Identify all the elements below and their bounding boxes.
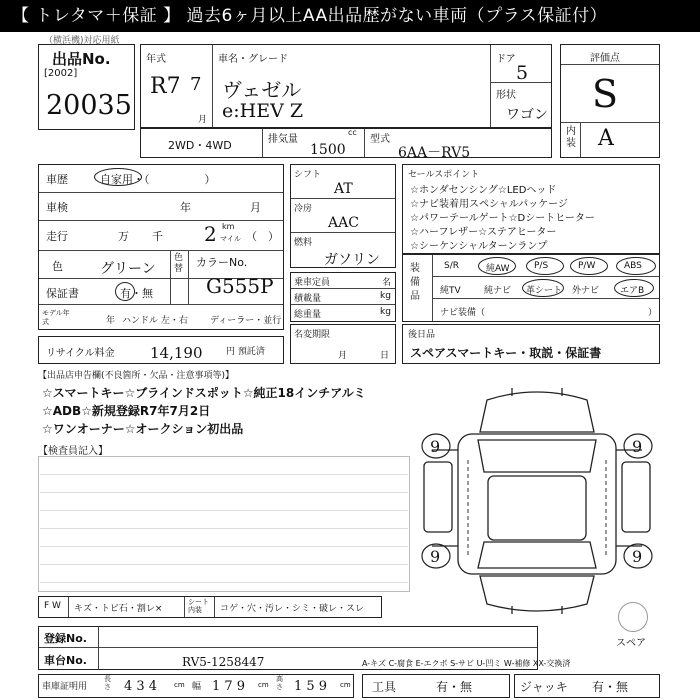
height-value: 1 5 9 [294, 679, 328, 694]
sales-point-item: ☆パワーテールゲート☆Dシートヒーター [410, 213, 595, 224]
color-value: グリーン [100, 261, 156, 277]
spare-tire-icon [618, 602, 648, 632]
recycle-label: リサイクル料金 [46, 348, 115, 359]
inspector-area [38, 456, 410, 592]
shaken-label: 車検 [46, 201, 68, 214]
sales-point-item: ☆ホンダセンシング☆LEDヘッド [410, 185, 557, 196]
len-value: 4 3 4 [124, 679, 158, 694]
equipment-label: 装備品 [410, 263, 420, 302]
warranty-value: 有・無 [120, 287, 153, 300]
equip-circle-aw [478, 257, 516, 275]
navi-close: ） [648, 308, 658, 318]
mileage-label: 走行 [46, 230, 68, 243]
recycle-value: 14,190 [150, 344, 203, 362]
tools-label: 工具 [372, 680, 397, 694]
equip-circle-leather [522, 279, 564, 297]
color-label: 色 [52, 260, 63, 273]
aircon-value: AAC [328, 215, 359, 231]
history-value: 自家用・（ ） [100, 173, 216, 186]
sales-point-item: ☆シーケンシャルターンランプ [410, 241, 548, 252]
warranty-circle [115, 282, 135, 301]
handle-label: ハンドル 左・右 [122, 316, 188, 326]
shift-value: AT [334, 181, 353, 197]
chassis-value: RV5-1258447 [182, 655, 265, 669]
spare-label: スペア [616, 638, 646, 649]
tire-mark: 9 [632, 547, 643, 566]
name-change-label: 名変期限 [294, 330, 331, 340]
height-label: 高さ [276, 675, 283, 691]
damage-legend: A-キズ C-腐食 E-エクボ S-サビ U-凹ミ W-補修 XX-交換済 [362, 659, 571, 668]
left-form [38, 164, 284, 330]
equip-extnavi: 外ナビ [572, 286, 600, 296]
lot-sub: [2002] [44, 68, 78, 79]
equip-circle-ps [526, 257, 564, 275]
equip-abs: ABS [624, 261, 642, 271]
tire-mark: 9 [430, 547, 441, 566]
notes-value: スペアスマートキー・取説・保証書 [410, 346, 602, 360]
grade: e:HEV Z [222, 100, 304, 122]
interior-value: A [598, 126, 614, 151]
name-change-month: 月 [338, 351, 348, 361]
doors-value: 5 [516, 62, 529, 84]
seat-text: コゲ・穴・汚レ・シミ・破レ・スレ [220, 604, 365, 614]
aircon-label: 冷房 [294, 204, 313, 214]
shaken-year: 年 [180, 201, 191, 214]
shaken-month: 月 [250, 201, 261, 214]
year-value: R7 [150, 74, 181, 99]
warranty-label: 保証書 [46, 287, 79, 300]
model-year-label: モデル年式 [42, 309, 70, 326]
fuel-label: 燃料 [294, 238, 313, 248]
tire-mark: 9 [632, 437, 643, 456]
equip-airbag: エアB [620, 286, 645, 296]
eval-value: S [592, 72, 619, 116]
drive-text: 2WD・4WD [168, 139, 232, 152]
sales-point-item: ☆ナビ装着用スペシャルパッケージ [410, 199, 568, 210]
header-banner: 【 トレタマ＋保証 】 過去6ヶ月以上AA出品歴がない車両（プラス保証付） [0, 0, 700, 32]
type-label: 型式 [370, 134, 390, 145]
load-unit: kg [380, 291, 391, 301]
mileage-unit-km: km [222, 222, 235, 231]
exhibit-line: ☆スマートキー☆ブラインドスポット☆純正18インチアルミ [42, 386, 366, 400]
doors-label: ドア [496, 54, 516, 65]
dealer-label: ディーラー・並行 [210, 316, 282, 326]
mileage-value: 2 [204, 222, 217, 246]
color-no-value: G555P [206, 274, 274, 298]
color-change-label: 色替 [174, 253, 184, 274]
width-cm: cm [258, 681, 269, 689]
reg-label: 登録No. [44, 632, 87, 645]
recycle-unit: 円 預託済 [226, 347, 265, 357]
gross-unit: kg [380, 307, 391, 317]
displacement-value: 1500 [310, 142, 346, 158]
name-label: 車名・グレード [218, 54, 288, 65]
capacity-label: 乗車定員 [294, 278, 331, 288]
gross-label: 総重量 [294, 310, 322, 320]
exhibit-line: ☆ADB☆新規登録R7年7月2日 [42, 404, 211, 418]
seat-label: シート内装 [188, 598, 209, 614]
equip-navi: 純ナビ [484, 286, 512, 296]
body-value: ワゴン [506, 107, 548, 123]
lot-label: 出品No. [52, 50, 111, 68]
inspector-title: 【検査員記入】 [38, 446, 108, 457]
car-diagram [412, 380, 662, 620]
jack-label: ジャッキ [520, 680, 568, 694]
fw-label: F W [44, 601, 61, 611]
equip-circle-airbag [614, 279, 654, 297]
model-name: ヴェゼル [222, 78, 302, 102]
len-cm: cm [174, 681, 185, 689]
exhibit-title: 【出品店申告欄(不良箇所・欠品・注意事項等)】 [38, 371, 235, 381]
shift-label: シフト [294, 170, 322, 180]
tire-mark: 9 [430, 437, 441, 456]
lot-number: 20035 [46, 90, 132, 121]
eval-label: 評価点 [590, 53, 620, 64]
month-value: 7 [190, 74, 202, 95]
fuel-value: ガソリン [324, 252, 380, 268]
mileage-man: 万 [118, 230, 129, 243]
equip-pw: P/W [578, 261, 596, 271]
equip-circle-pw [570, 257, 608, 275]
width-label: 幅 [192, 682, 202, 692]
mileage-paren: （ ） [246, 230, 279, 243]
exhibit-line: ☆ワンオーナー☆オークション初出品 [42, 422, 244, 436]
equip-aw: 純AW [486, 264, 510, 274]
fw-text: キズ・トビ石・割レ× [74, 604, 163, 614]
history-label: 車歴 [46, 173, 68, 186]
sales-points-title: セールスポイント [408, 170, 480, 180]
chassis-label: 車台No. [44, 654, 87, 667]
name-change-day: 日 [380, 351, 390, 361]
mileage-sen: 千 [152, 230, 163, 243]
height-cm: cm [340, 681, 351, 689]
month-unit: 月 [198, 115, 208, 125]
interior-label: 内装 [566, 126, 576, 149]
sales-point-item: ☆ハーフレザー☆ステアヒーター [410, 227, 557, 238]
width-value: 1 7 9 [212, 679, 246, 694]
len-label: 長さ [104, 675, 111, 691]
cert-label: 車庫証明用 [42, 682, 88, 692]
navi-label: ナビ装備（ [440, 308, 486, 318]
load-label: 積載量 [294, 294, 322, 304]
equip-ps: P/S [534, 261, 549, 271]
jack-value: 有・無 [592, 680, 629, 694]
year-label: 年式 [146, 54, 166, 65]
model-year-unit: 年 [106, 316, 116, 326]
color-no-label: カラーNo. [196, 256, 248, 269]
equip-tv: 純TV [440, 286, 461, 296]
capacity-unit: 名 [382, 278, 392, 288]
equip-sr: S/R [444, 261, 459, 271]
type-value: 6AA－RV5 [398, 145, 471, 161]
equip-circle-abs [616, 257, 656, 275]
equip-leather: 革シート [526, 286, 563, 296]
displacement-label: 排気量 [268, 134, 298, 145]
mileage-unit-mile: マイル [220, 235, 241, 243]
displacement-unit: cc [348, 128, 357, 137]
tools-value: 有・無 [436, 680, 473, 694]
venue-text: （横浜機)対応用紙 [44, 36, 120, 46]
notes-label: 後日品 [408, 330, 436, 340]
history-circle [94, 168, 142, 186]
body-label: 形状 [496, 90, 516, 101]
